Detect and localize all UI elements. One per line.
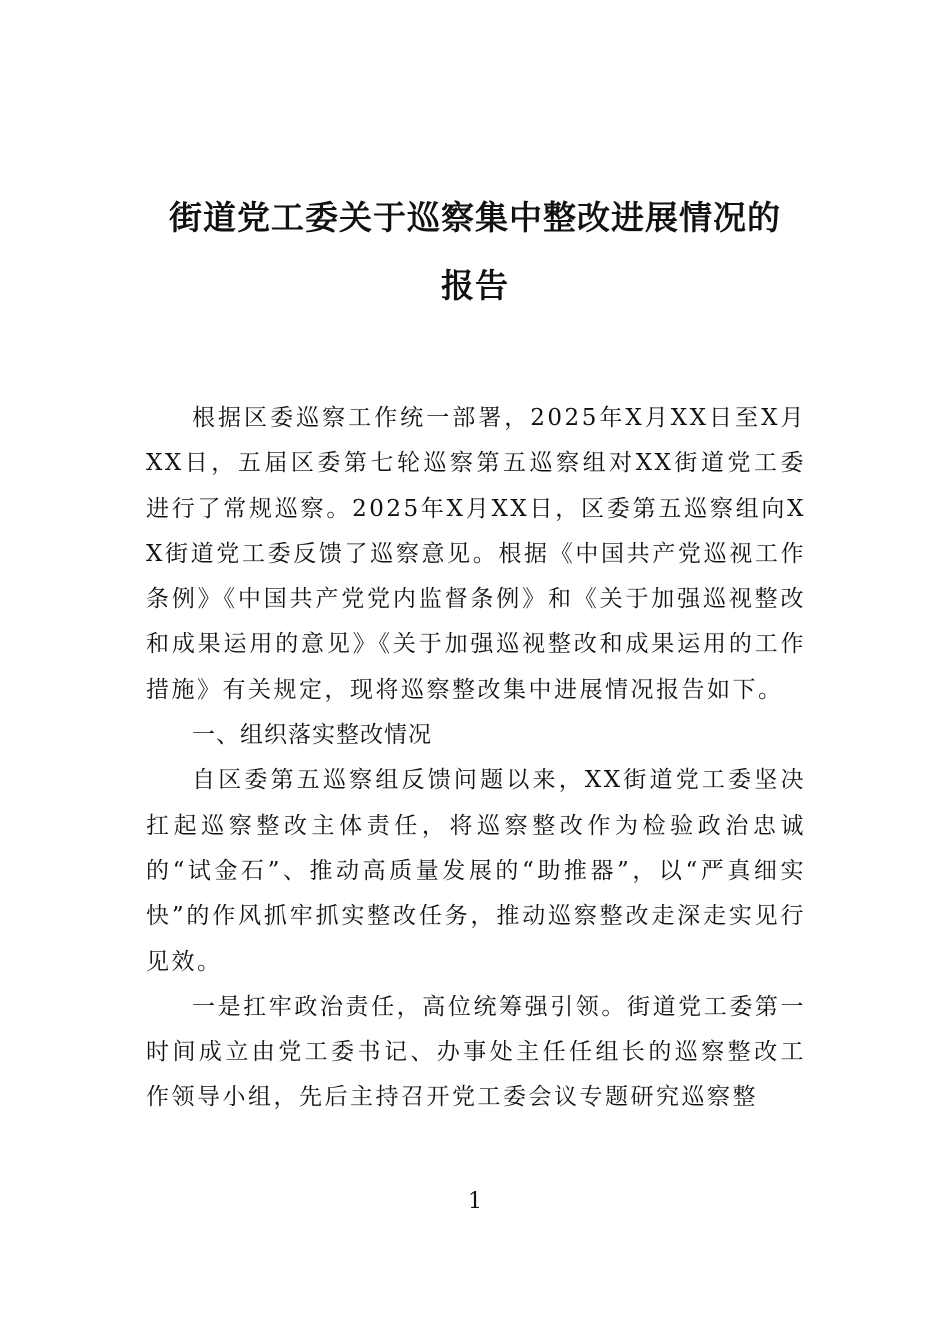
page-number: 1 xyxy=(468,1189,482,1214)
paragraph-section-1-point-1: 一是扛牢政治责任，高位统筹强引领。街道党工委第一时间成立由党工委书记、办事处主任任组长的巡察整改工作领导小组，先后主持召开党工委会议专题研究巡察整 xyxy=(146,993,806,1111)
section-heading: 一、组织落实整改情况 xyxy=(192,722,432,749)
paragraph-intro: 根据区委巡察工作统一部署，2025年X月XX日至X月XX日，五届区委第七轮巡察第五巡察组对XX街道党工委进行了常规巡察。2025年X月XX日，区委第五巡察组向XX街道党工委反馈了巡察意见。根据《中国共产党巡视工作条例》《中国共产党党内监督条例》和《关于加强巡视整改和成果运用的意见》《关于加强巡视整改和成果运用的工作措施》有关规定，现将巡察整改集中进展情况报告如下。 xyxy=(146,405,806,703)
document-title-line-1: 街道党工委关于巡察集中整改进展情况的 xyxy=(169,198,781,237)
document-body xyxy=(146,396,806,1121)
document-title-line-2: 报告 xyxy=(441,266,509,305)
paragraph-section-1: 自区委第五巡察组反馈问题以来，XX街道党工委坚决扛起巡察整改主体责任，将巡察整改作为检验政治忠诚的“试金石”、推动高质量发展的“助推器”，以“严真细实快”的作风抓牢抓实整改任务，推动巡察整改走深走实见行见效。 xyxy=(146,767,806,975)
